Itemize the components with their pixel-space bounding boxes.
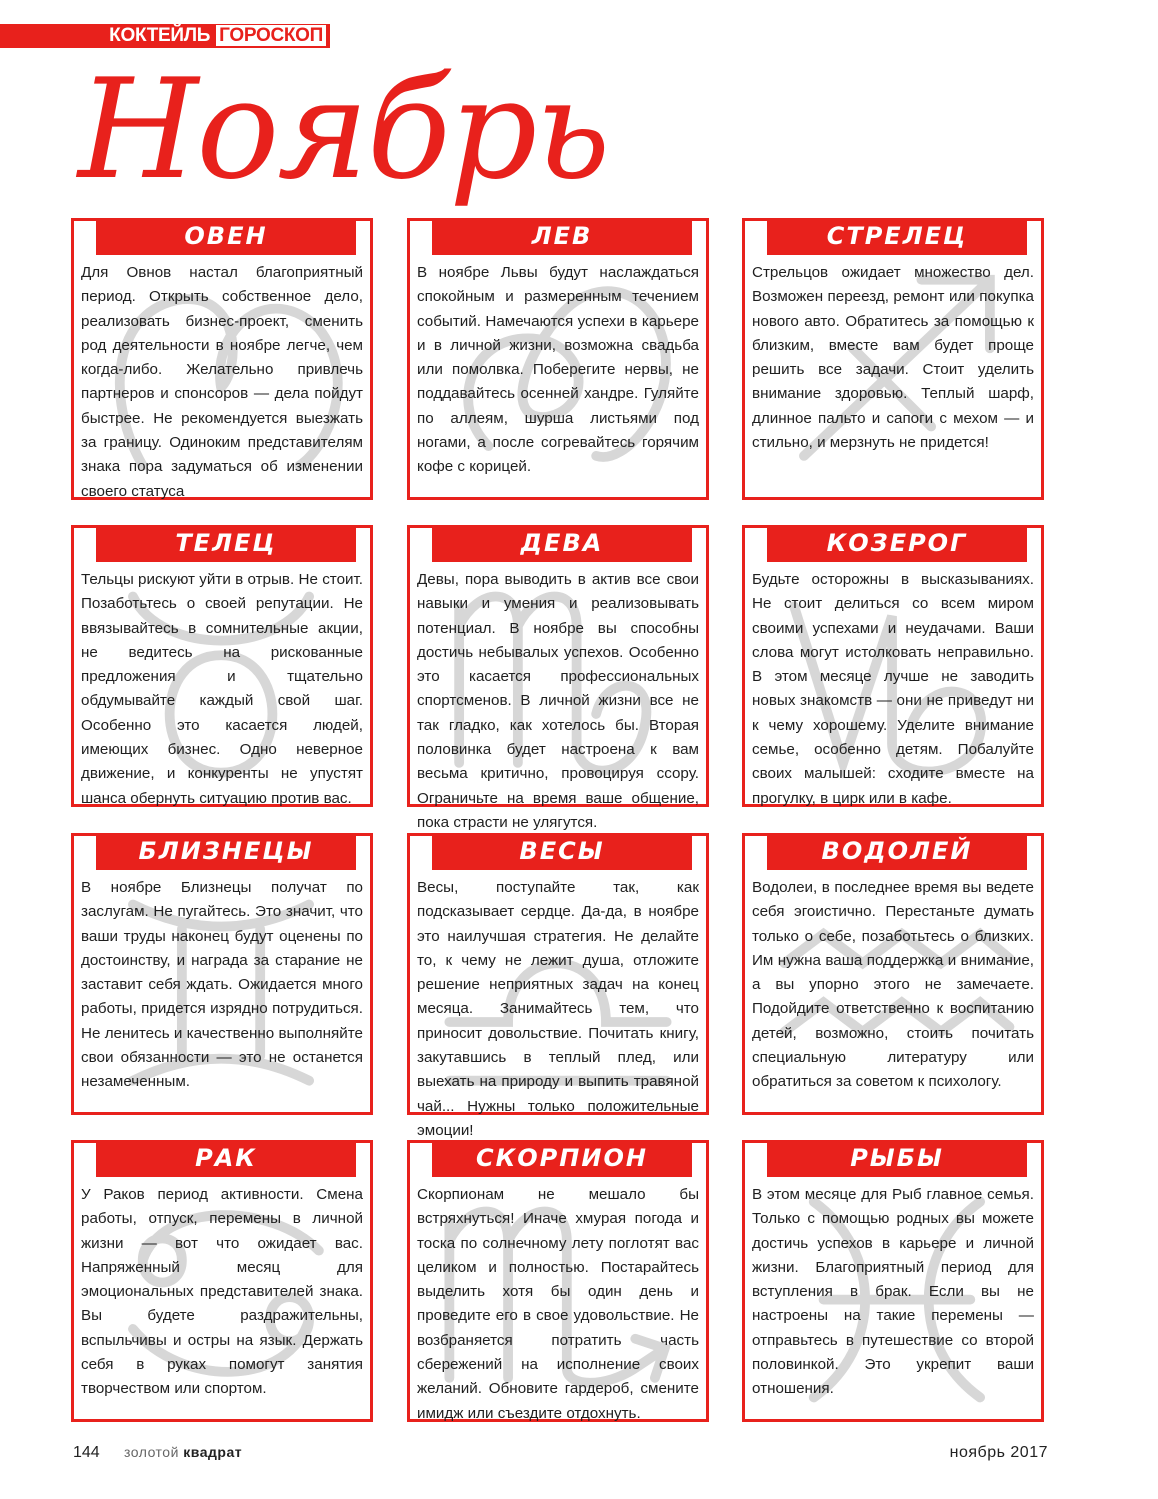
issue-date: ноябрь 2017	[949, 1444, 1048, 1461]
sign-title: ОВЕН	[96, 218, 356, 255]
sign-title: КОЗЕРОГ	[767, 525, 1027, 562]
sign-card-taurus	[71, 525, 373, 807]
sign-title: РЫБЫ	[767, 1140, 1027, 1177]
sign-title: ЛЕВ	[432, 218, 692, 255]
sign-title: БЛИЗНЕЦЫ	[96, 833, 356, 870]
section-name: КОКТЕЙЛЬ	[109, 25, 211, 46]
sign-text: Тельцы рискуют уйти в отрыв. Не стоит. Позаботьтесь о своей репутации. Не ввязывайтесь в сомнительные акции, не ведитесь на рискованные предложения и тщательно обдумывайте каждый свой шаг. Особенно это касается людей, имеющих бизнес. Одно неверное движение, и конкуренты не упустят шанса обернуть ситуацию против вас.	[81, 571, 363, 807]
sign-text: В ноябре Львы будут наслаждаться спокойным и размеренным течением событий. Намечаются успехи в карьере и в личной жизни, возможна свадьба или помолвка. Поберегите нервы, не поддавайтесь осенней хандре. Гуляйте по аллеям, шурша листьями под ногами, а после согревайтесь горячим кофе с корицей.	[417, 264, 699, 476]
sign-text: В этом месяце для Рыб главное семья. Только с помощью родных вы можете достичь успехов в карьере и личной жизни. Благоприятный период для вступления в брак. Если вы не настроены на такие перемены — отправьтесь в путешествие со второй половинкой. Это укрепит ваши отношения.	[752, 1186, 1034, 1398]
sign-text: Весы, поступайте так, как подсказывает сердце. Да-да, в ноябре это наилучшая стратегия. Не делайте то, к чему не лежит душа, отложите решение неприятных задач на конец месяца. Занимайтесь тем, что приносит довольствие. Почитать книгу, закутавшись в теплый плед, или выехать на природу и выпить травяной чай... Нужны только положительные эмоции!	[417, 879, 699, 1139]
sign-card-cancer	[71, 1140, 373, 1422]
sign-text: Для Овнов настал благоприятный период. Открыть собственное дело, реализовать бизнес-проект, сменить род деятельности в ноябре легче, чем когда-либо. Желательно привлечь партнеров и спонсоров — дела пойдут быстрее. Не рекомендуется выезжать за границу. Одиноким представителям знака пора задуматься об изменении своего статуса	[81, 264, 363, 500]
sign-card-aries	[71, 218, 373, 500]
sign-card-pisces	[742, 1140, 1044, 1422]
sign-text: Девы, пора выводить в актив все свои навыки и умения и реализовывать потенциал. В ноябре вы способны достичь небывалых успехов. Особенно это касается профессиональных спортсменов. В личной жизни все не так гладко, как хотелось бы. Вторая половинка будет настроена к вам весьма критично, провоцируя ссору. Ограничьте на время ваше общение, пока страсти не улягутся.	[417, 571, 699, 831]
sign-card-gemini	[71, 833, 373, 1115]
page-number: 144	[73, 1444, 100, 1461]
sign-text: Скорпионам не мешало бы встряхнуться! Иначе хмурая погода и тоска по солнечному лету поглотят вас целиком и полностью. Постарайтесь выделить хотя бы один день и проведите его в свое удовольствие. Не возбраняется потратить часть сбережений на исполнение своих желаний. Обновите гардероб, смените имидж или съездите отдохнуть.	[417, 1186, 699, 1422]
sign-title: ТЕЛЕЦ	[96, 525, 356, 562]
sign-card-leo	[407, 218, 709, 500]
magazine-brand	[124, 1444, 242, 1460]
brand-light: золотой	[124, 1444, 179, 1460]
sign-card-sagittarius	[742, 218, 1044, 500]
sign-card-libra	[407, 833, 709, 1139]
brand-bold: квадрат	[183, 1444, 243, 1460]
sign-card-virgo	[407, 525, 709, 831]
sign-title: СТРЕЛЕЦ	[767, 218, 1027, 255]
sign-card-capricorn	[742, 525, 1044, 807]
sign-title: ВЕСЫ	[432, 833, 692, 870]
sign-title: ДЕВА	[432, 525, 692, 562]
sign-title: РАК	[96, 1140, 356, 1177]
sign-card-scorpio	[407, 1140, 709, 1422]
sign-title: ВОДОЛЕЙ	[767, 833, 1027, 870]
sign-text: Водолеи, в последнее время вы ведете себя эгоистично. Перестаньте думать только о себе, позаботьтесь о близких. Им нужна ваша поддержка и внимание, а вы упорно этого не замечаете. Подойдите ответственно к воспитанию детей, возможно, стоить почитать специальную литературу или обратиться за советом к психологу.	[752, 879, 1034, 1091]
page-title: Ноябрь	[78, 49, 609, 210]
sign-text: Будьте осторожны в высказываниях. Не стоит делиться со всем миром своими успехами и неудачами. Ваши слова могут истолковать неправильно. В этом месяце лучше не заводить новых знакомств — они не приведут ни к чему хорошему. Уделите внимание семье, особенно детям. Побалуйте своих малышей: сходите вместе на прогулку, в цирк или в кафе.	[752, 571, 1034, 807]
sign-text: Стрельцов ожидает множество дел. Возможен переезд, ремонт или покупка нового авто. Обратитесь за помощью к близким, вместе вам будет проще решить все задачи. Стоит уделить внимание здоровью. Теплый шарф, длинное пальто и сапоги с мехом — и стильно, и мерзнуть не придется!	[752, 264, 1034, 452]
category-name: ГОРОСКОП	[216, 25, 326, 46]
sign-card-aquarius	[742, 833, 1044, 1115]
sign-text: В ноябре Близнецы получат по заслугам. Не пугайтесь. Это значит, что ваши труды наконец будут оценены по достоинству, и награда за старание не заставит себя ждать. Ожидается много работы, придется изрядно потрудиться. Не ленитесь и качественно выполняйте свои обязанности — это не останется незамеченным.	[81, 879, 363, 1091]
sign-title: СКОРПИОН	[432, 1140, 692, 1177]
sign-text: У Раков период активности. Смена работы, отпуск, перемены в личной жизни — вот что ожидает вас. Напряженный месяц для эмоциональных представителей знака. Вы будете раздражительны, вспыльчивы и остры на язык. Держать себя в руках помогут занятия творчеством или спортом.	[81, 1186, 363, 1398]
